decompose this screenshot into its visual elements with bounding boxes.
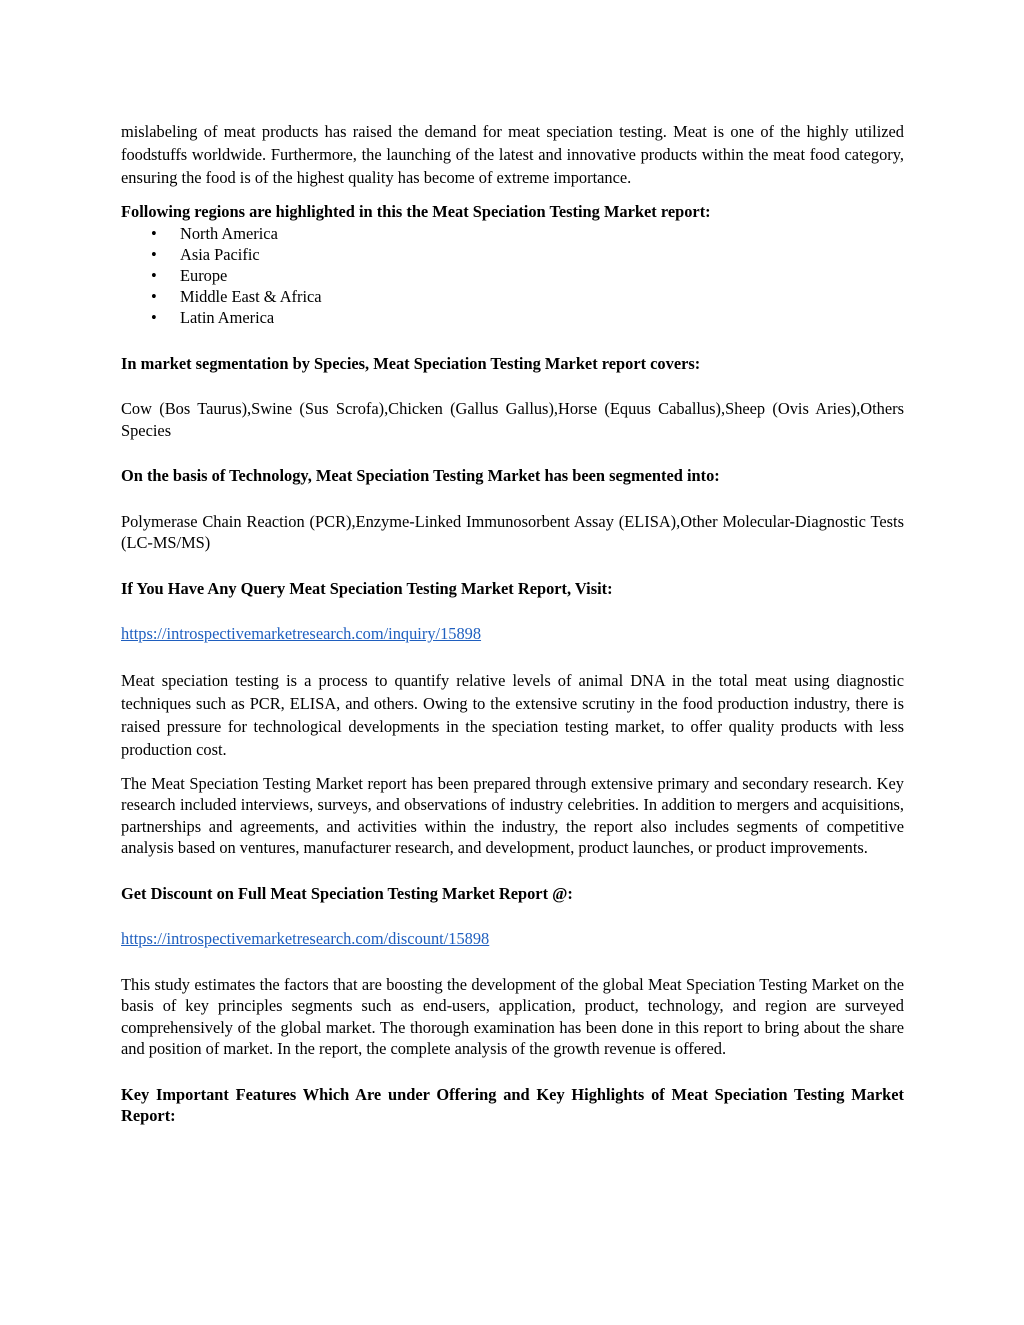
species-heading: In market segmentation by Species, Meat Speciation Testing Market report covers: (121, 353, 701, 373)
list-item (121, 286, 904, 307)
discount-link[interactable]: https://introspectivemarketresearch.com/discount/15898 (121, 929, 490, 949)
list-item (121, 307, 904, 328)
species-text: Cow (Bos Taurus),Swine (Sus Scrofa),Chicken (Gallus Gallus),Horse (Equus Caballus),Sheep (Ovis Aries),Others Species (121, 399, 904, 440)
region-label: North America (180, 223, 278, 243)
query-heading: If You Have Any Query Meat Speciation Testing Market Report, Visit: (121, 578, 613, 598)
region-label: Middle East & Africa (180, 287, 322, 307)
process-paragraph: Meat speciation testing is a process to quantify relative levels of animal DNA in the total meat using diagnostic techniques such as PCR, ELISA, and others. Owing to the extensive scrutiny in the food production industry, there is raised pressure for technological developments in the speciation testing market, to offer quality products with less production cost. (121, 670, 904, 759)
technology-heading: On the basis of Technology, Meat Speciation Testing Market has been segmented into: (121, 466, 720, 486)
intro-paragraph: mislabeling of meat products has raised the demand for meat speciation testing. Meat is one of the highly utilized foodstuffs worldwide. Furthermore, the launching of the latest and innovative products within the meat food category, ensuring the food is of the highest quality has become of extreme importance. (121, 122, 904, 187)
regions-list (121, 223, 904, 329)
region-label: Latin America (180, 308, 275, 328)
study-paragraph: This study estimates the factors that are boosting the development of the global Meat Speciation Testing Market on the basis of key principles segments such as end-users, application, product, technology, and region are surveyed comprehensively of the global market. The thorough examination has been done in this report to bring about the share and position of market. In the report, the complete analysis of the growth revenue is offered. (121, 974, 904, 1059)
report-paragraph: The Meat Speciation Testing Market report has been prepared through extensive primary and secondary research. Key research included interviews, surveys, and observations of industry celebrities. In addition to mergers and acquisitions, partnerships and agreements, and activities within the industry, the report also includes segments of competitive analysis based on ventures, manufacturer research, and development, product launches, or product improvements. (121, 773, 904, 858)
technology-text: Polymerase Chain Reaction (PCR),Enzyme-Linked Immunosorbent Assay (ELISA),Other Molecular-Diagnostic Tests (LC-MS/MS) (121, 511, 904, 553)
regions-heading: Following regions are highlighted in this the Meat Speciation Testing Market report: (121, 202, 711, 221)
list-item (121, 265, 904, 286)
discount-heading: Get Discount on Full Meat Speciation Testing Market Report @: (121, 883, 573, 903)
document-page (121, 120, 904, 1127)
list-item (121, 223, 904, 244)
list-item (121, 244, 904, 265)
region-label: Europe (180, 265, 228, 285)
features-heading: Key Important Features Which Are under Offering and Key Highlights of Meat Speciation Testing Market Report: (121, 1084, 904, 1126)
discount-link-paragraph (121, 928, 904, 950)
region-label: Asia Pacific (180, 244, 260, 264)
inquiry-link[interactable]: https://introspectivemarketresearch.com/inquiry/15898 (121, 624, 482, 644)
query-link-paragraph (121, 623, 904, 645)
